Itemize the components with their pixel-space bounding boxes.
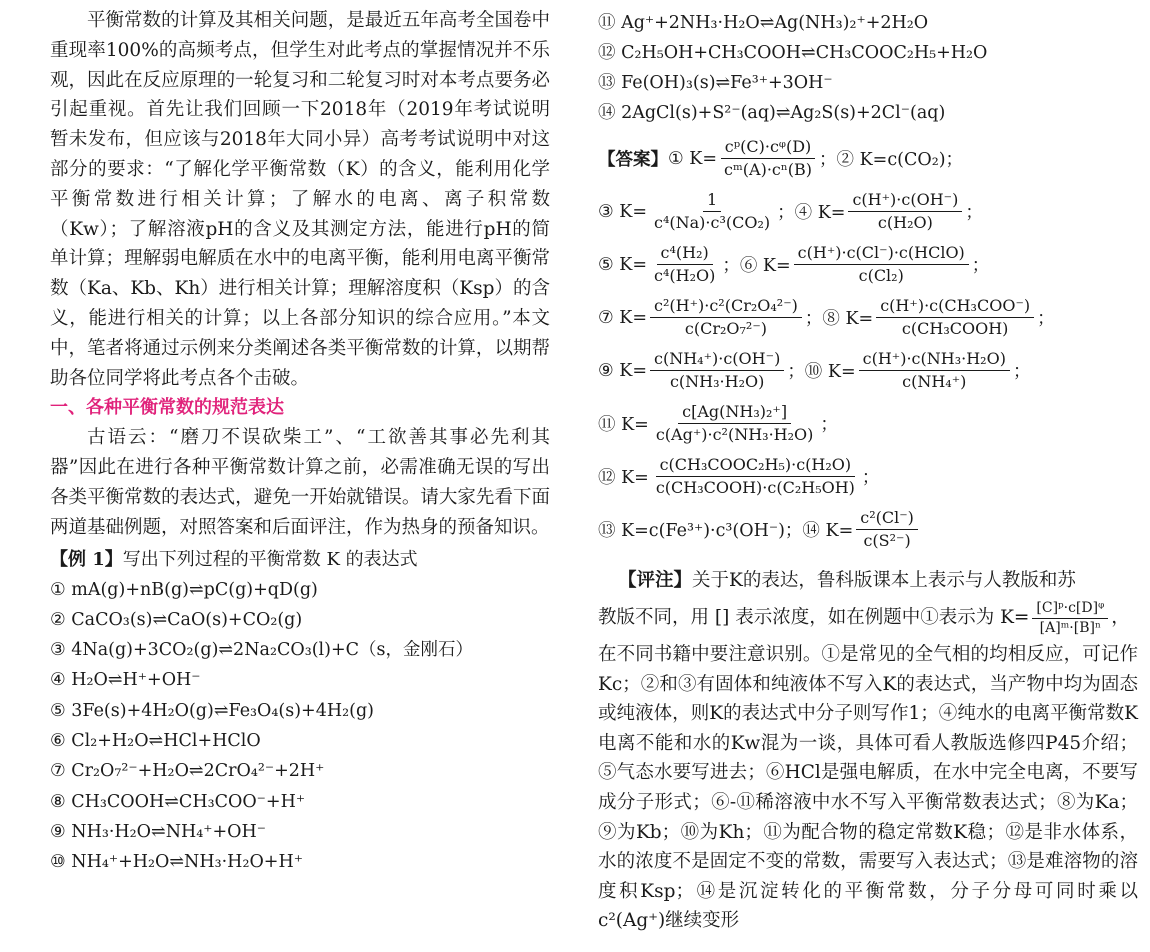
equation-item: ⑨ NH₃·H₂O⇌NH₄⁺+OH⁻	[50, 821, 267, 842]
note-block	[598, 566, 1138, 936]
note-tag: 【评注】	[618, 570, 693, 591]
answer-row	[598, 132, 1138, 185]
equation-item: ④ H₂O⇌H⁺+OH⁻	[50, 670, 201, 691]
answer-block	[598, 132, 1138, 556]
equation-item: ① mA(g)+nB(g)⇌pC(g)+qD(g)	[50, 579, 318, 600]
equation-item: ⑥ Cl₂+H₂O⇌HCl+HClO	[50, 731, 261, 752]
answer-label: ⑫ K=	[598, 468, 649, 488]
answer-label: ① K=	[668, 148, 717, 169]
answer-label: ；⑩ K=	[787, 362, 856, 382]
answer-label: ⑪ K=	[598, 415, 649, 435]
fraction: $\frac{\text{c[Ag(NH₃)₂⁺]}}{\text{c(Ag⁺)·c²(NH₃·H₂O)}}$	[655, 402, 814, 444]
equation-list-left	[50, 575, 550, 878]
equation-item: ⑭ 2AgCl(s)+S²⁻(aq)⇌Ag₂S(s)+2Cl⁻(aq)	[598, 103, 946, 123]
answer-label: ；⑥ K=	[722, 256, 791, 276]
answer-label: ⑦ K=	[598, 307, 647, 328]
example-title	[50, 545, 550, 575]
fraction: $\frac{\text{c(CH₃COOC₂H₅)·c(H₂O)}}{\text{c(CH₃COOH)·c(C₂H₅OH)}}$	[655, 455, 855, 497]
intro-paragraph: 平衡常数的计算及其相关问题，是最近五年高考全国卷中重现率100%的高频考点，但学生对此考点的掌握情况并不乐观，因此在反应原理的一轮复习和二轮复习时对本考点要务必引起重视。首先让我们回顾一下2018年（2019年考试说明暂未发布，但应该与2018年大同小异）高考考试说明中对这部分的要求：“了解化学平衡常数（K）的含义，能利用化学平衡常数进行相关计算；了解水的电离、离子积常数（Kw）；了解溶液pH的含义及其测定方法，能进行pH的简单计算；理解弱电解质在水中的电离平衡，能利用电离平衡常数（Ka、Kb、Kh）进行相关计算；理解溶度积（Ksp）的含义，能进行相关的计算；以上各部分知识的综合应用。”本文中，笔者将通过示例来分类阐述各类平衡常数的计算，以期帮助各位同学将此考点各个击破。	[50, 10, 550, 389]
answer-tag: 【答案】	[598, 150, 668, 170]
example-tag: 【例 1】	[50, 548, 123, 570]
fraction: $\frac{\text{c(NH₄⁺)·c(OH⁻)}}{\text{c(NH₃·H₂O)}}$	[650, 349, 784, 392]
answer-label: ；④ K=	[777, 203, 846, 223]
fraction: $\frac{\text{c(H⁺)·c(NH₃·H₂O)}}{\text{c(NH₄⁺)}}$	[859, 349, 1010, 392]
example-text: 写出下列过程的平衡常数 K 的表达式	[122, 548, 418, 570]
answer-row	[598, 397, 1138, 450]
answer-row	[598, 185, 1138, 238]
answer-row	[598, 344, 1138, 397]
right-column	[598, 0, 1138, 936]
answer-row	[598, 238, 1138, 291]
fraction: $\frac{\text{[C]ᵖ·c[D]ᵠ}}{\text{[A]ᵐ·[B]ⁿ}}$	[1032, 600, 1108, 637]
equation-item: ② CaCO₃(s)⇌CaO(s)+CO₂(g)	[50, 609, 303, 630]
answer-label: ⑤ K=	[598, 254, 647, 275]
answer-label: ③ K=	[598, 201, 647, 222]
fraction: $\frac{\text{c(H⁺)·c(Cl⁻)·c(HClO)}}{\text{c(Cl₂)}}$	[794, 243, 969, 286]
answer-label: ；⑧ K=	[804, 309, 874, 329]
fraction: $\frac{\text{c²(H⁺)·c²(Cr₂O₄²⁻)}}{\text{c(Cr₂O₇²⁻)}}$	[650, 296, 802, 339]
answer-row	[598, 503, 1138, 556]
fraction: $\frac{\text{cᵖ(C)·cᵠ(D)}}{\text{cᵐ(A)·cⁿ(B)}}$	[720, 137, 816, 180]
note-body: 在不同书籍中要注意识别。①是常见的全气相的均相反应，可记作Kc；②和③有固体和纯液体不写入K的表达式，当产物中均为固态或纯液体，则K的表达式中分子则写作1；④纯水的电离平衡常数K电离不能和水的Kw混为一谈，具体可看人教版选修四P45介绍；⑤气态水要写进去；⑥HCl是强电解质，在水中完全电离，不要写成分子形式；⑥-⑪稀溶液中水不写入平衡常数表达式；⑧为Ka；⑨为Kb；⑩为Kh；⑪为配合物的稳定常数K稳；⑫是非水体系，水的浓度不是固定不变的常数，需要写入表达式；⑬是难溶物的溶度积Ksp；⑭是沉淀转化的平衡常数，分子分母可同时乘以c²(Ag⁺)继续变形	[598, 644, 1138, 932]
fraction: $\frac{c(H^+)\cdot c(OH^-)}{\text{c(H₂O)}}$	[848, 190, 962, 233]
fraction: $\frac{1}{\text{c⁴(Na)·c³(CO₂)}}$	[654, 190, 771, 232]
answer-row	[598, 450, 1138, 503]
answer-label: ⑬ K=c(Fe³⁺)·c³(OH⁻)；⑭ K=	[598, 521, 854, 541]
note-second-line	[598, 596, 1138, 640]
answer-tail: ；	[1012, 362, 1031, 382]
fraction: $\frac{\text{c²(Cl⁻)}}{\text{c(S²⁻)}}$	[856, 508, 918, 551]
left-column	[50, 0, 550, 878]
note-first-line	[598, 566, 1138, 596]
note-text: 关于K的表达，鲁科版课本上表示与人教版和苏	[692, 570, 1076, 591]
section-heading: 一、各种平衡常数的规范表达	[50, 397, 284, 419]
fraction: $\frac{\text{c(H⁺)·c(CH₃COO⁻)}}{\text{c(CH₃COOH)}}$	[876, 296, 1034, 339]
answer-tail: ；	[861, 468, 880, 488]
answer-label: ⑨ K=	[598, 360, 647, 381]
note-text: ，	[1111, 607, 1130, 628]
note-text: 教版不同，用 [] 表示浓度，如在例题中①表示为 K=	[598, 607, 1030, 628]
fraction: $\frac{\text{c⁴(H₂)}}{\text{c⁴(H₂O)}}$	[654, 243, 716, 285]
equation-item: ⑤ 3Fe(s)+4H₂O(g)⇌Fe₃O₄(s)+4H₂(g)	[50, 700, 374, 721]
answer-tail: ；② K=c(CO₂)；	[819, 150, 964, 170]
equation-item: ⑦ Cr₂O₇²⁻+H₂O⇌2CrO₄²⁻+2H⁺	[50, 761, 325, 782]
answer-tail: ；	[820, 415, 838, 435]
equation-item: ⑪ Ag⁺+2NH₃·H₂O⇌Ag(NH₃)₂⁺+2H₂O	[598, 13, 929, 33]
warmup-paragraph: 古语云：“磨刀不误砍柴工”、“工欲善其事必先利其器”因此在进行各种平衡常数计算之前，必需准确无误的写出各类平衡常数的表达式，避免一开始就错误。请大家先看下面两道基础例题，对照答案和后面评注，作为热身的预备知识。	[50, 427, 550, 538]
answer-tail: ；	[971, 256, 990, 276]
equation-list-right	[598, 8, 1138, 128]
answer-row	[598, 291, 1138, 344]
answer-tail: ；	[1037, 309, 1055, 329]
equation-item: ⑩ NH₄⁺+H₂O⇌NH₃·H₂O+H⁺	[50, 852, 303, 873]
equation-item: ⑫ C₂H₅OH+CH₃COOH⇌CH₃COOC₂H₅+H₂O	[598, 43, 988, 63]
equation-item: ③ 4Na(g)+3CO₂(g)⇌2Na₂CO₃(l)+C（s，金刚石）	[50, 640, 473, 661]
equation-item: ⑬ Fe(OH)₃(s)⇌Fe³⁺+3OH⁻	[598, 73, 833, 93]
equation-item: ⑧ CH₃COOH⇌CH₃COO⁻+H⁺	[50, 791, 306, 812]
answer-tail: ；	[965, 203, 983, 223]
